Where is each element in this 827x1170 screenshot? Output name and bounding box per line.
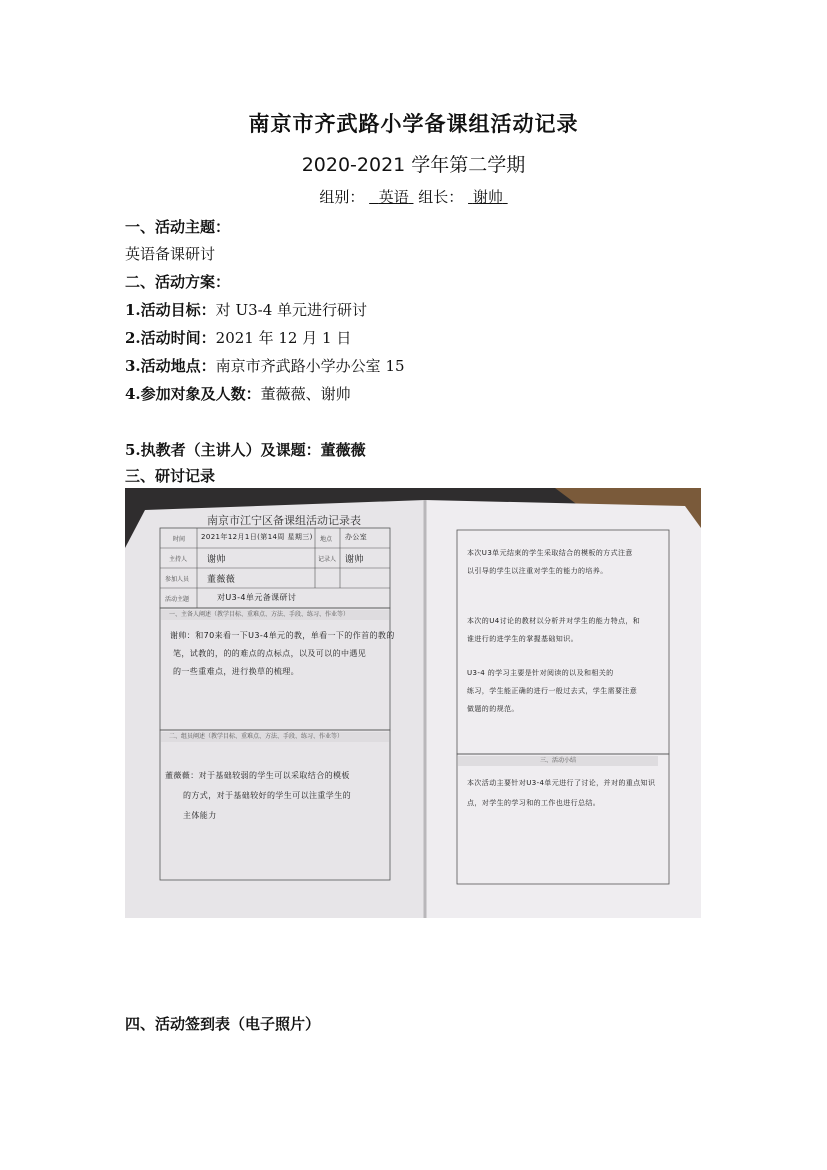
row-theme-value: 对U3-4单元备课研讨 (217, 593, 297, 602)
section-bar-2: 二、组员阐述（教学目标、重难点、方法、手段、练习、作业等） (161, 732, 389, 742)
record-photo (125, 488, 701, 918)
document-title: 南京市齐武路小学备课组活动记录 (248, 111, 579, 136)
section-bar-3: 三、活动小结 (458, 756, 658, 766)
row-people-label: 参加人员 (165, 576, 190, 583)
row-record-value: 谢帅 (345, 555, 364, 565)
right-line-d2: 做题的的规范。 (467, 705, 519, 713)
summary-line-1: 本次活动主要针对U3-4单元进行了讨论，并对的重点知识 (467, 779, 656, 787)
row-people-value: 董薇薇 (207, 575, 236, 585)
row-place-value: 办公室 (345, 533, 368, 541)
right-line-a2: 以引导的学生以注重对学生的能力的培养。 (467, 567, 608, 575)
sec2-line-2: 的方式，对于基础较好的学生可以注重学生的 (183, 791, 351, 800)
row-host-label: 主持人 (169, 556, 188, 563)
right-line-c1: U3-4 的学习主要是针对阅读的以及和相关的 (467, 669, 614, 677)
section-1-text: 英语备课研讨 (125, 245, 216, 263)
group-value: 英语 (378, 188, 409, 206)
row-host-value: 谢帅 (207, 555, 226, 565)
leader-label: 组长： (418, 188, 464, 206)
summary-line-2: 点，对学生的学习和的工作也进行总结。 (467, 799, 601, 807)
section-bar-1: 一、主备人阐述（教学目标、重难点、方法、手段、练习、作业等） (161, 610, 389, 620)
right-line-a1: 本次U3单元结束的学生采取结合的模板的方式注意 (467, 549, 633, 557)
section-4-heading: 四、活动签到表（电子照片） (125, 1015, 321, 1033)
section-1-heading: 一、活动主题： (125, 218, 231, 236)
sec2-line-1: 董薇薇：对于基础较弱的学生可以采取结合的模板 (165, 771, 350, 780)
right-line-d1: 练习，学生能正确的进行一般过去式，学生需要注意 (467, 687, 638, 695)
section-3-heading: 三、研讨记录 (125, 467, 216, 485)
row-time-label: 时间 (173, 536, 186, 543)
item-place: 3.活动地点：南京市齐武路小学办公室 15 (125, 357, 405, 375)
item-presenter: 5.执教者（主讲人）及课题：董薇薇 (125, 441, 366, 459)
sec2-line-3: 主体能力 (183, 811, 217, 820)
row-theme-label: 活动主题 (165, 596, 190, 603)
right-line-b2: 谁进行的进学生的掌握基础知识。 (467, 635, 578, 643)
item-goal: 1.活动目标：对 U3-4 单元进行研讨 (125, 301, 368, 319)
item-time: 2.活动时间：2021 年 12 月 1 日 (125, 329, 352, 347)
row-place-label: 地点 (320, 536, 333, 543)
group-line (0, 186, 827, 207)
sec1-line-3: 的一些重难点，进行换草的梳理。 (173, 667, 299, 676)
group-label: 组别： (319, 188, 365, 206)
sec1-line-1: 谢帅：和70来看一下U3-4单元的教，单看一下的作首的教的 (170, 631, 395, 640)
term-subtitle: 2020-2021 学年第二学期 (301, 154, 526, 176)
row-time-value: 2021年12月1日(第14周 星期三) (201, 533, 313, 541)
sec1-line-2: 笔，试教的，的的难点的点标点，以及可以的中遇见 (173, 649, 367, 658)
item-participants: 4.参加对象及人数：董薇薇、谢帅 (125, 385, 351, 403)
row-record-label: 记录人 (318, 556, 337, 563)
right-line-b1: 本次的U4讨论的教材以分析并对学生的能力特点，和 (467, 617, 641, 625)
photo-form-title: 南京市江宁区备课组活动记录表 (207, 514, 361, 527)
leader-value: 谢帅 (472, 188, 503, 206)
section-2-heading: 二、活动方案： (125, 273, 231, 291)
